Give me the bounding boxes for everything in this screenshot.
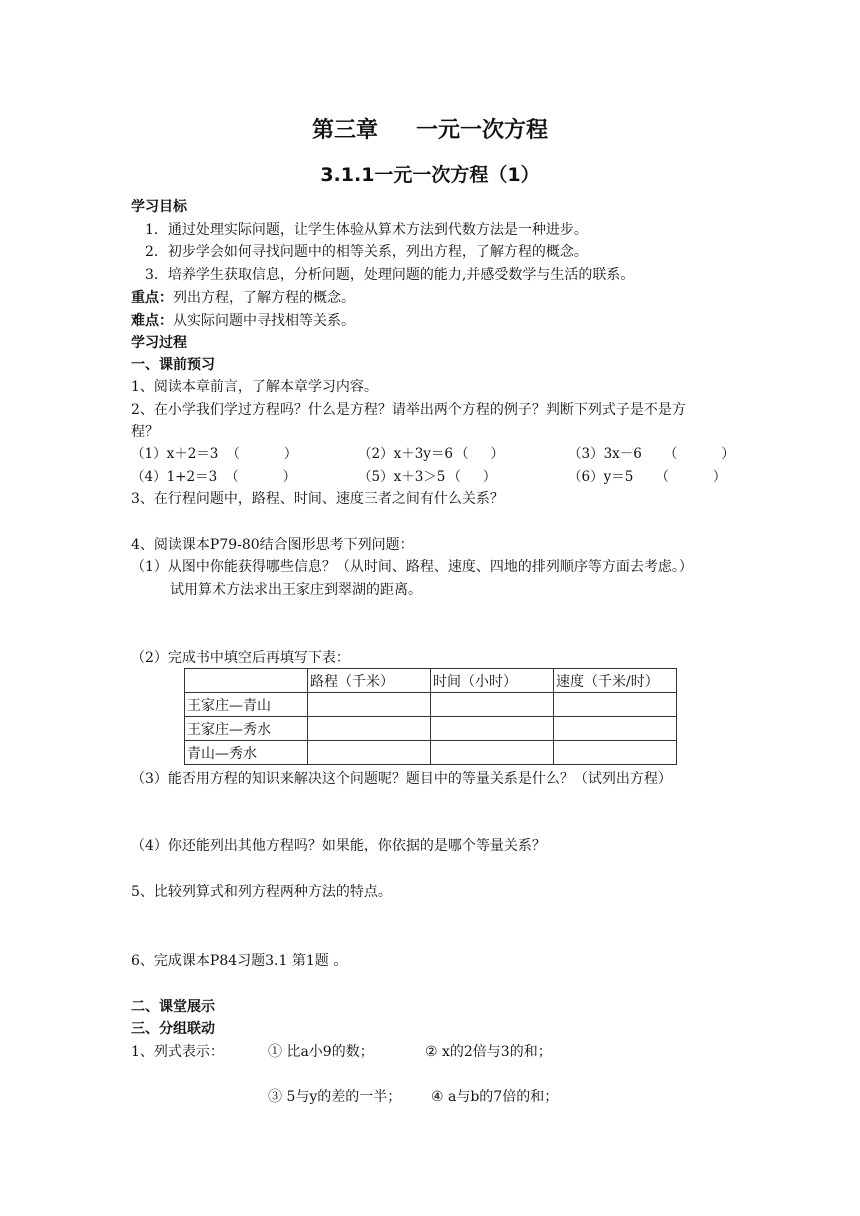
equation-label: （4）1+2＝3 (131, 469, 218, 485)
table-cell[interactable] (308, 741, 431, 765)
question-4-3: （3）能否用方程的知识来解决这个问题呢？题目中的等量关系是什么？（试列出方程） (131, 771, 672, 787)
table-cell[interactable] (554, 693, 677, 717)
table-header-cell: 速度（千米/时） (554, 669, 677, 693)
equation-1 (131, 444, 297, 464)
table-cell[interactable] (431, 693, 554, 717)
answer-close: ） (490, 446, 505, 462)
expression-item: ② x的2倍与3的和； (425, 1044, 552, 1060)
answer-open: （ (226, 446, 240, 462)
lesson-title: 3.1.1一元一次方程（1） (320, 164, 540, 186)
equation-label: （2）x＋3y＝6 (358, 446, 454, 462)
goal-item: 3．培养学生获取信息，分析问题，处理问题的能力,并感受数学与生活的联系。 (145, 267, 635, 283)
table-cell[interactable] (431, 741, 554, 765)
equation-2 (358, 444, 504, 464)
table-cell[interactable] (431, 717, 554, 741)
expression-item: ① 比a小9的数； (268, 1044, 374, 1060)
equation-label: （1）x＋2＝3 (131, 446, 219, 462)
goal-item: 2．初步学会如何寻找问题中的相等关系，列出方程，了解方程的概念。 (145, 244, 588, 260)
table-cell[interactable] (554, 717, 677, 741)
key-point-label: 重点： (131, 290, 173, 306)
table-cell: 王家庄—秀水 (185, 717, 308, 741)
difficulty-label: 难点： (131, 313, 173, 329)
equation-label: （3）3x－6 (568, 446, 642, 462)
section3-question-1-label: 1、列式表示： (131, 1044, 224, 1060)
key-point (131, 288, 355, 308)
answer-close: ） (283, 446, 298, 462)
question-4-4: （4）你还能列出其他方程吗？如果能，你依据的是哪个等量关系？ (131, 838, 546, 854)
equation-3 (568, 444, 735, 464)
question-4-1-line2: 试用算术方法求出王家庄到翠湖的距离。 (170, 582, 422, 598)
process-heading: 学习过程 (131, 335, 187, 351)
difficulty (131, 311, 355, 331)
answer-close: ） (482, 469, 497, 485)
equation-label: （5）x＋3＞5 (358, 469, 446, 485)
chapter-number: 第三章 (311, 118, 378, 143)
table-header-cell: 路程（千米） (308, 669, 431, 693)
question-6: 6、完成课本P84习题3.1 第1题 。 (131, 953, 348, 969)
table-cell[interactable] (308, 693, 431, 717)
table-header-cell: 时间（小时） (431, 669, 554, 693)
question-3: 3、在行程问题中，路程、时间、速度三者之间有什么关系？ (131, 491, 504, 507)
chapter-title (0, 113, 860, 144)
table-row (185, 741, 677, 765)
question-4-1-line1: （1）从图中你能获得哪些信息？（从时间、路程、速度、四地的排列顺序等方面去考虑。） (131, 559, 693, 575)
answer-open: （ (225, 469, 239, 485)
table-cell[interactable] (308, 717, 431, 741)
answer-open: （ (447, 469, 461, 485)
goals-heading: 学习目标 (131, 199, 187, 215)
equation-5 (358, 467, 496, 487)
answer-close: ） (282, 469, 297, 485)
question-5: 5、比较列算式和列方程两种方法的特点。 (131, 884, 392, 900)
section3-heading: 三、分组联动 (131, 1021, 215, 1037)
question-2-line1: 2、在小学我们学过方程吗？什么是方程？请举出两个方程的例子？判断下列式子是不是方 (131, 402, 686, 418)
equation-4 (131, 467, 296, 487)
question-2-line2: 程？ (131, 424, 159, 440)
table-row (185, 717, 677, 741)
table-header-row (185, 669, 677, 693)
difficulty-text: 从实际问题中寻找相等关系。 (173, 313, 355, 329)
answer-close: ） (712, 469, 727, 485)
table-cell: 王家庄—青山 (185, 693, 308, 717)
question-4-2: （2）完成书中填空后再填写下表： (131, 650, 350, 666)
expression-item: ③ 5与y的差的一半； (268, 1089, 402, 1105)
answer-open: （ (455, 446, 469, 462)
answer-open: （ (663, 446, 678, 462)
table-cell: 青山—秀水 (185, 741, 308, 765)
data-table (184, 668, 677, 765)
key-point-text: 列出方程，了解方程的概念。 (173, 290, 355, 306)
table-cell[interactable] (554, 741, 677, 765)
section2-heading: 二、课堂展示 (131, 999, 215, 1015)
table-header-cell (185, 669, 308, 693)
chapter-name: 一元一次方程 (416, 118, 549, 143)
table-row (185, 693, 677, 717)
equation-label: （6）y＝5 (568, 469, 634, 485)
goal-item: 1．通过处理实际问题，让学生体验从算术方法到代数方法是一种进步。 (145, 222, 588, 238)
expression-item: ④ a与b的7倍的和； (431, 1089, 559, 1105)
equation-6 (568, 467, 726, 487)
answer-open: （ (655, 469, 669, 485)
answer-close: ） (721, 446, 735, 462)
section1-heading: 一、课前预习 (131, 357, 215, 373)
question-4: 4、阅读课本P79-80结合图形思考下列问题： (131, 537, 414, 553)
question-1: 1、阅读本章前言，了解本章学习内容。 (131, 379, 378, 395)
